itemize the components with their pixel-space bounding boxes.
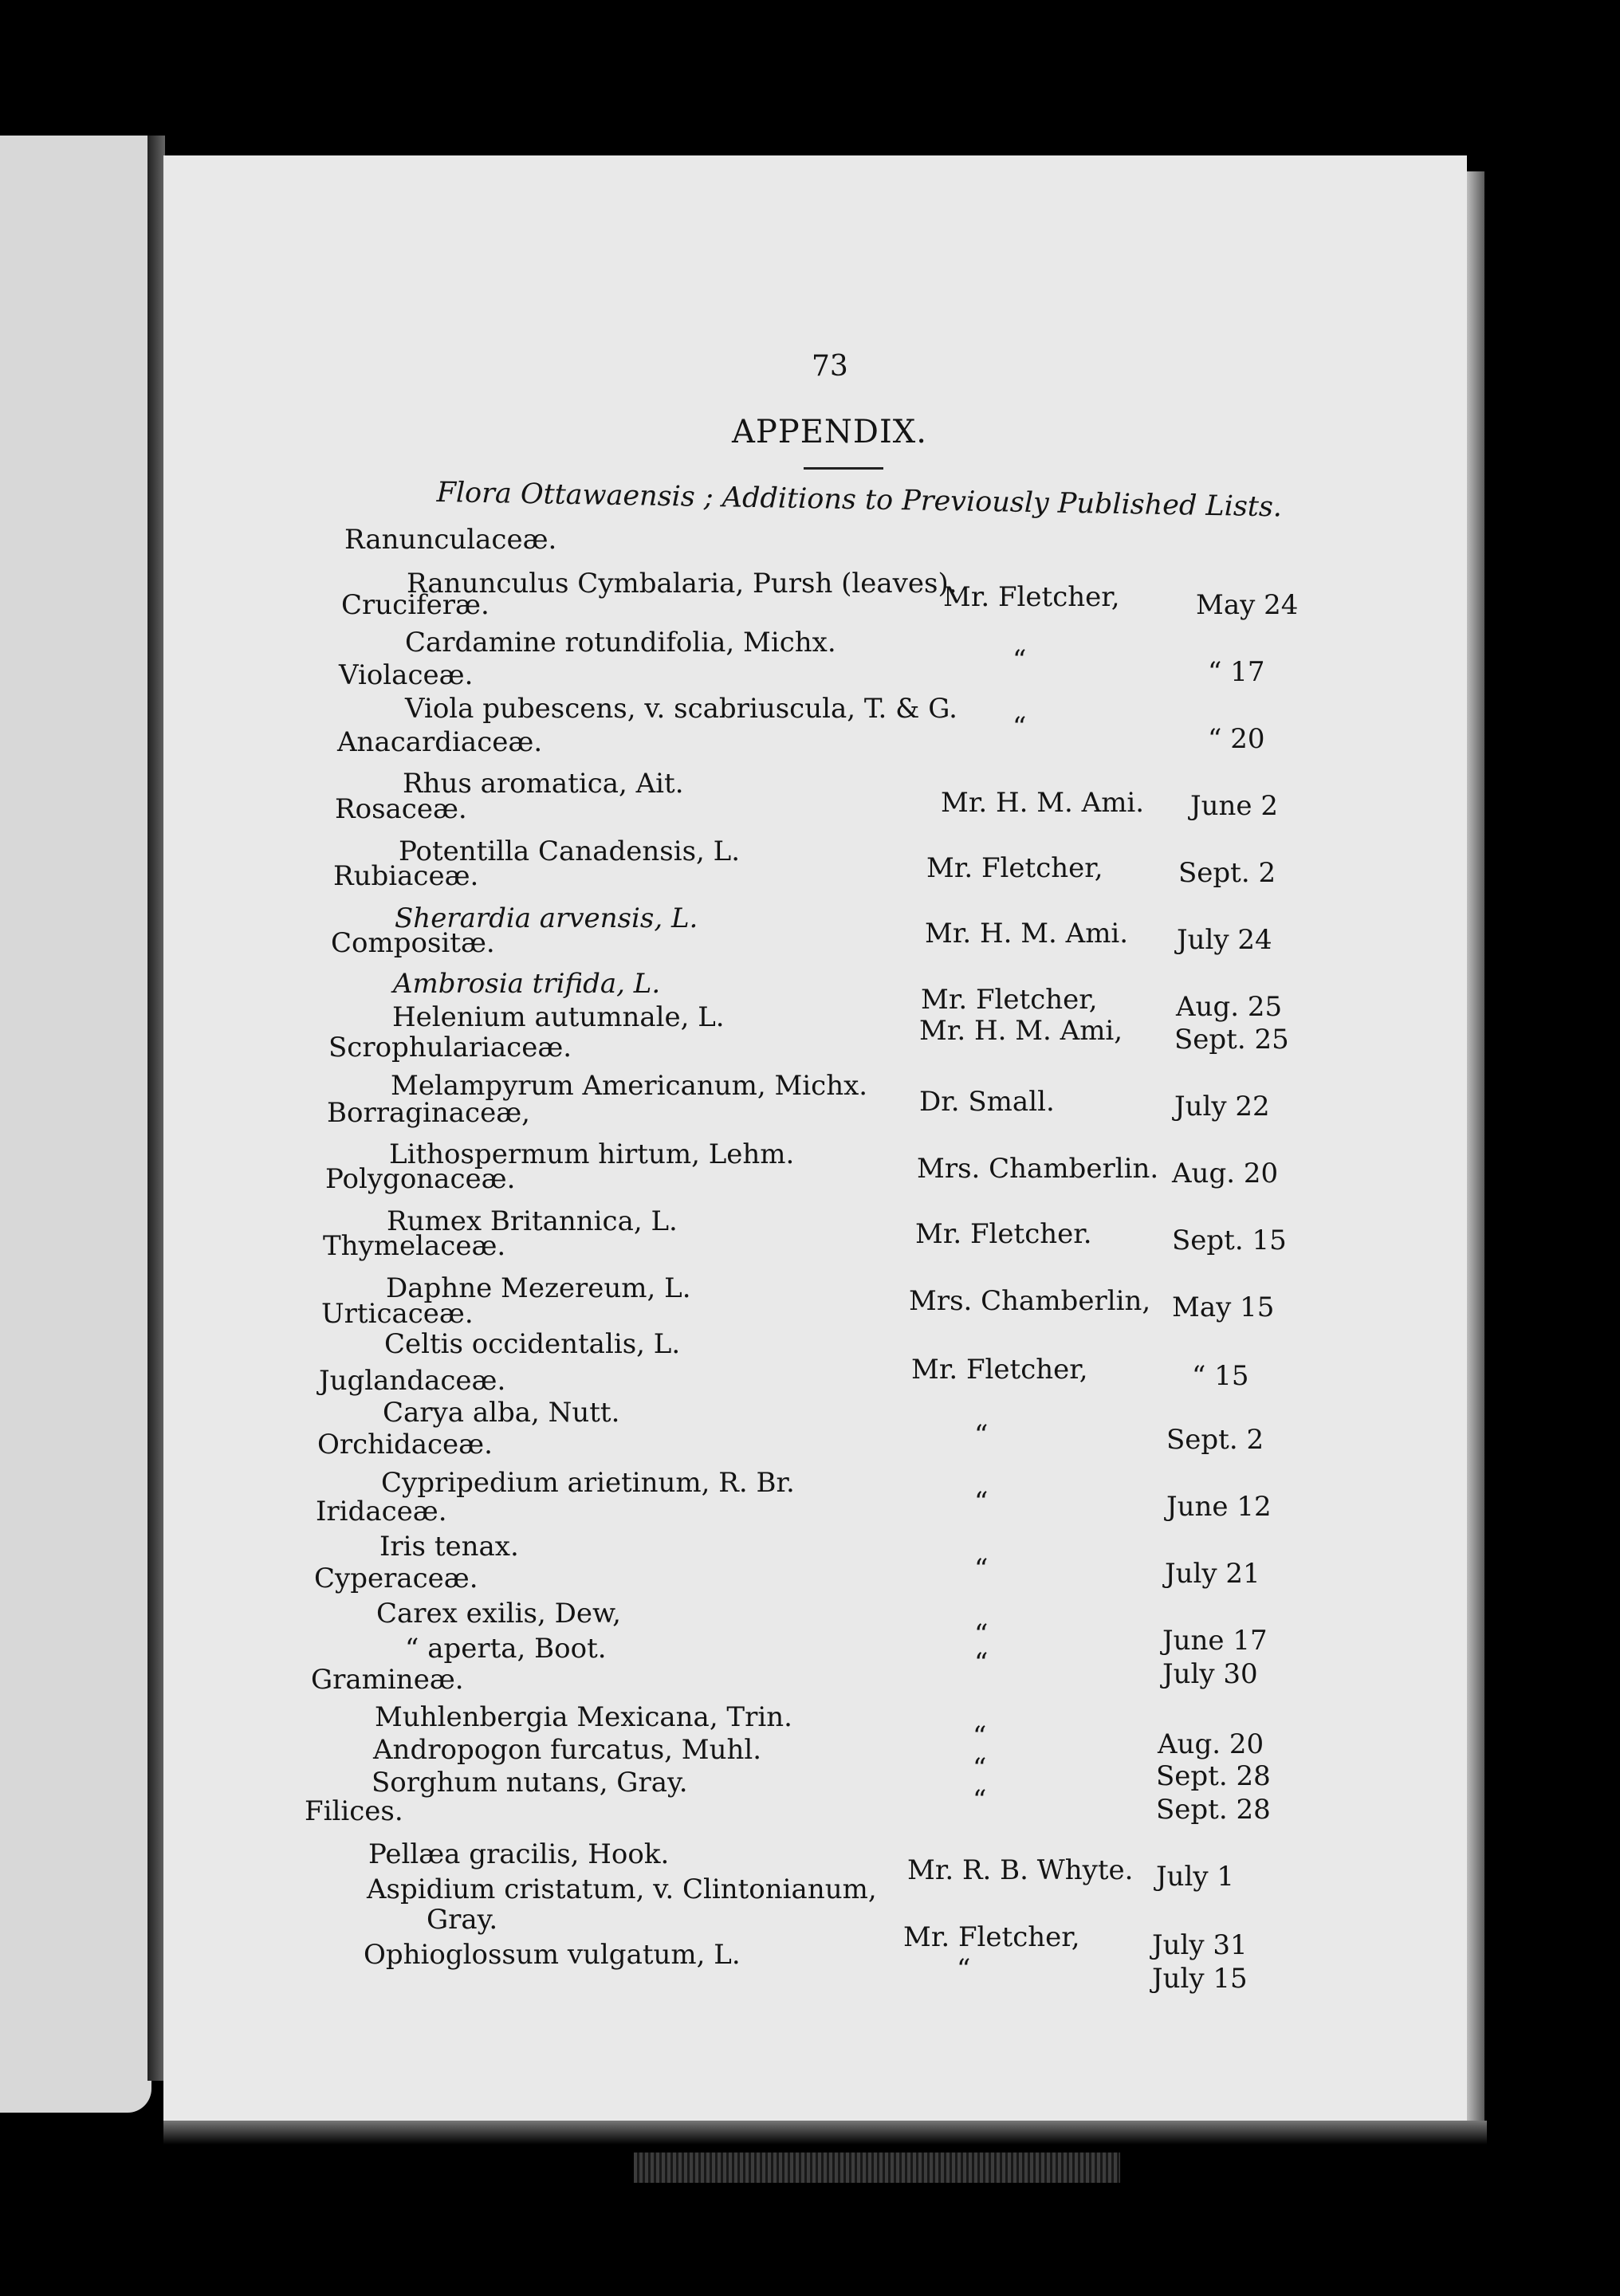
page-number: 73 (812, 350, 848, 383)
collector: Mr. Fletcher, (911, 1354, 1088, 1386)
family-heading: Iridaceæ. (316, 1496, 447, 1527)
date: Sept. 28 (1156, 1794, 1271, 1826)
species-name: Aspidium cristatum, v. Clintonianum, (367, 1873, 877, 1905)
species-name: Muhlenbergia Mexicana, Trin. (375, 1701, 792, 1733)
page-bottom-shadow (163, 2121, 1487, 2145)
collector: Mr. Fletcher, (943, 581, 1120, 613)
date: July 24 (1177, 924, 1272, 956)
species-name: Rumex Britannica, L. (387, 1205, 678, 1237)
species-name: Sorghum nutans, Gray. (372, 1767, 688, 1799)
species-name: “ aperta, Boot. (405, 1633, 607, 1665)
species-name: Ambrosia trifida, L. (393, 968, 661, 1000)
collector: “ (974, 1647, 989, 1679)
subtitle: Flora Ottawaensis ; Additions to Previously Published Lists. (436, 477, 1283, 524)
date: “ 17 (1208, 656, 1265, 688)
collector: Mr. Fletcher, (926, 852, 1103, 884)
species-name: Pellæa gracilis, Hook. (368, 1838, 670, 1870)
collector: Dr. Small. (919, 1086, 1055, 1118)
collector: Mr. Fletcher. (915, 1218, 1092, 1250)
family-heading: Cyperaceæ. (314, 1563, 478, 1594)
species-name: Rhus aromatica, Ait. (403, 768, 684, 800)
family-heading: Ranunculaceæ. (344, 524, 557, 556)
page-edge-shadow (1467, 171, 1484, 2133)
species-name: Cardamine rotundifolia, Michx. (405, 627, 836, 659)
species-name: Carya alba, Nutt. (383, 1397, 620, 1429)
collector: “ (974, 1419, 989, 1451)
collector: “ (1012, 644, 1027, 676)
species-name: Cypripedium arietinum, R. Br. (381, 1467, 795, 1499)
scan-artifact-strip (634, 2152, 1120, 2183)
date: July 30 (1162, 1658, 1258, 1690)
collector: Mrs. Chamberlin. (917, 1153, 1159, 1185)
date: Sept. 2 (1178, 857, 1276, 889)
family-heading: Orchidaceæ. (317, 1429, 493, 1461)
collector: “ (973, 1752, 987, 1784)
family-heading: Rosaceæ. (335, 793, 467, 825)
collector: “ (974, 1553, 989, 1585)
date: “ 15 (1192, 1360, 1249, 1392)
species-name: Celtis occidentalis, L. (384, 1328, 681, 1360)
date: July 22 (1174, 1091, 1270, 1122)
book-page (163, 155, 1467, 2133)
date: May 15 (1172, 1292, 1275, 1323)
species-name: Carex exilis, Dew, (376, 1598, 621, 1630)
species-name: Ranunculus Cymbalaria, Pursh (leaves). (407, 568, 957, 600)
species-name: Daphne Mezereum, L. (386, 1272, 691, 1304)
date: Aug. 25 (1176, 991, 1283, 1023)
species-name: Viola pubescens, v. scabriuscula, T. & G. (405, 693, 957, 725)
date: Sept. 2 (1166, 1424, 1264, 1456)
species-name: Iris tenax. (379, 1531, 519, 1563)
family-heading: Polygonaceæ. (325, 1163, 516, 1195)
collector: Mrs. Chamberlin, (909, 1285, 1151, 1317)
family-heading: Filices. (305, 1795, 403, 1827)
collector: “ (974, 1486, 989, 1518)
date: June 17 (1162, 1625, 1268, 1657)
date: Aug. 20 (1158, 1728, 1264, 1760)
date: July 21 (1165, 1558, 1260, 1590)
collector: Mr. R. B. Whyte. (907, 1854, 1134, 1886)
collector: “ (973, 1720, 987, 1752)
family-heading: Juglandaceæ. (319, 1365, 506, 1397)
date: June 12 (1166, 1491, 1272, 1523)
date: July 1 (1156, 1861, 1235, 1893)
collector: “ (1012, 711, 1027, 743)
family-heading: Rubiaceæ. (333, 860, 479, 892)
date: July 15 (1152, 1963, 1248, 1995)
heading-rule (804, 467, 883, 470)
family-heading: Scrophulariaceæ. (328, 1032, 572, 1063)
date: “ 20 (1208, 723, 1265, 755)
collector: “ (973, 1784, 987, 1816)
species-name: Lithospermum hirtum, Lehm. (389, 1138, 795, 1170)
collector: Mr. H. M. Ami. (925, 918, 1129, 949)
date: July 31 (1152, 1929, 1248, 1961)
date: May 24 (1196, 589, 1299, 621)
species-name: Ophioglossum vulgatum, L. (364, 1939, 741, 1971)
family-heading: Compositæ. (331, 927, 495, 959)
date: Sept. 28 (1156, 1760, 1271, 1792)
date: Aug. 20 (1172, 1158, 1279, 1189)
family-heading: Thymelaceæ. (323, 1230, 506, 1262)
family-heading: Anacardiaceæ. (337, 726, 543, 758)
species-name: Andropogon furcatus, Muhl. (373, 1734, 762, 1766)
collector: Mr. Fletcher, (903, 1921, 1080, 1953)
date: Sept. 25 (1174, 1024, 1289, 1056)
date: Sept. 15 (1172, 1225, 1287, 1256)
book-gutter (147, 136, 165, 2081)
collector: Mr. Fletcher, (921, 984, 1098, 1016)
family-heading: Gramineæ. (311, 1664, 464, 1696)
species-name: Sherardia arvensis, L. (395, 902, 698, 934)
species-name: Potentilla Canadensis, L. (399, 835, 741, 867)
collector: “ (974, 1618, 989, 1650)
family-heading: Borraginaceæ, (327, 1097, 530, 1129)
family-heading: Urticaceæ. (321, 1298, 474, 1330)
collector: Mr. H. M. Ami. (941, 787, 1145, 819)
collector: Mr. H. M. Ami, (919, 1015, 1123, 1047)
collector: “ (957, 1953, 971, 1985)
family-heading: Cruciferæ. (341, 589, 490, 621)
appendix-heading: APPENDIX. (732, 414, 927, 450)
species-name: Gray. (427, 1904, 498, 1936)
facing-page-edge (0, 136, 151, 2113)
species-name: Melampyrum Americanum, Michx. (391, 1070, 868, 1102)
date: June 2 (1190, 790, 1278, 822)
species-name: Helenium autumnale, L. (392, 1001, 725, 1033)
family-heading: Violaceæ. (339, 659, 474, 691)
